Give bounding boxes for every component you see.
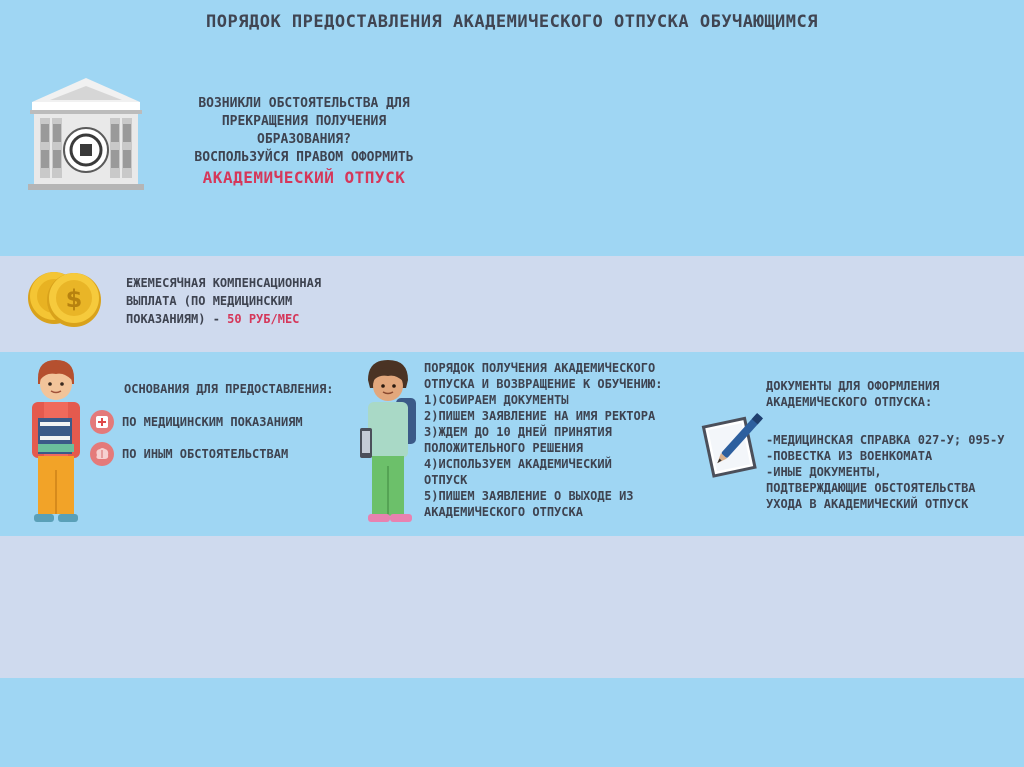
svg-text:$: $ bbox=[65, 285, 83, 313]
steps-line: 3)ЖДЕМ ДО 10 ДНЕЙ ПРИНЯТИЯ bbox=[424, 425, 612, 439]
docs-list-line: -ИНЫЕ ДОКУМЕНТЫ, bbox=[766, 465, 882, 479]
compensation-amount: 50 РУБ/МЕС bbox=[227, 312, 300, 326]
ground-medical-item bbox=[90, 409, 303, 435]
compensation-line bbox=[126, 310, 386, 328]
academic-leave-highlight: АКАДЕМИЧЕСКИЙ ОТПУСК bbox=[202, 168, 406, 187]
intro-line: ВОСПОЛЬЗУЙСЯ ПРАВОМ ОФОРМИТЬ bbox=[194, 150, 414, 165]
intro-text bbox=[164, 95, 444, 167]
steps-line: ПОРЯДОК ПОЛУЧЕНИЯ АКАДЕМИЧЕСКОГО bbox=[424, 361, 656, 375]
procedure-steps bbox=[424, 360, 714, 520]
bottom-band bbox=[0, 678, 1024, 767]
docs-list-line: ПОДТВЕРЖДАЮЩИЕ ОБСТОЯТЕЛЬСТВА bbox=[766, 481, 976, 495]
steps-line: АКАДЕМИЧЕСКОГО ОТПУСКА bbox=[424, 505, 583, 519]
intro-line: ПРЕКРАЩЕНИЯ ПОЛУЧЕНИЯ bbox=[221, 114, 387, 129]
steps-line: 5)ПИШЕМ ЗАЯВЛЕНИЕ О ВЫХОДЕ ИЗ bbox=[424, 489, 634, 503]
docs-title-line: АКАДЕМИЧЕСКОГО ОТПУСКА: bbox=[766, 395, 933, 409]
student-with-books-icon bbox=[24, 358, 88, 530]
documents-section bbox=[766, 378, 1024, 512]
intro-line: ВОЗНИКЛИ ОБСТОЯТЕЛЬСТВА ДЛЯ bbox=[198, 96, 410, 111]
docs-list-line: -МЕДИЦИНСКАЯ СПРАВКА 027-У; 095-У bbox=[766, 433, 1005, 447]
ground-medical-label: ПО МЕДИЦИНСКИМ ПОКАЗАНИЯМ bbox=[122, 415, 303, 429]
medical-icon bbox=[90, 410, 114, 434]
lower-band bbox=[0, 536, 1024, 678]
brain-icon bbox=[90, 442, 114, 466]
steps-line: 1)СОБИРАЕМ ДОКУМЕНТЫ bbox=[424, 393, 569, 407]
compensation-line: ЕЖЕМЕСЯЧНАЯ КОМПЕНСАЦИОННАЯ bbox=[126, 276, 322, 290]
university-building-icon bbox=[24, 76, 148, 194]
steps-line: ПОЛОЖИТЕЛЬНОГО РЕШЕНИЯ bbox=[424, 441, 583, 455]
notepad-pen-icon bbox=[700, 408, 764, 478]
gold-coins-icon bbox=[24, 266, 104, 332]
docs-list-line: УХОДА В АКАДЕМИЧЕСКИЙ ОТПУСК bbox=[766, 497, 969, 511]
page-title: ПОРЯДОК ПРЕДОСТАВЛЕНИЯ АКАДЕМИЧЕСКОГО ОТПУСКА ОБУЧАЮЩИМСЯ bbox=[206, 12, 818, 32]
steps-line: ОТПУСКА И ВОЗВРАЩЕНИЕ К ОБУЧЕНИЮ: bbox=[424, 377, 663, 391]
docs-list-line: -ПОВЕСТКА ИЗ ВОЕНКОМАТА bbox=[766, 449, 933, 463]
grounds-title: ОСНОВАНИЯ ДЛЯ ПРЕДОСТАВЛЕНИЯ: bbox=[124, 382, 334, 396]
intro-line: ОБРАЗОВАНИЯ? bbox=[257, 132, 351, 147]
ground-other-label: ПО ИНЫМ ОБСТОЯТЕЛЬСТВАМ bbox=[122, 447, 289, 461]
steps-line: ОТПУСК bbox=[424, 473, 468, 487]
student-with-backpack-icon bbox=[352, 358, 422, 530]
ground-other-item bbox=[90, 441, 288, 467]
steps-line: 2)ПИШЕМ ЗАЯВЛЕНИЕ НА ИМЯ РЕКТОРА bbox=[424, 409, 656, 423]
top-band bbox=[0, 0, 1024, 256]
docs-title-line: ДОКУМЕНТЫ ДЛЯ ОФОРМЛЕНИЯ bbox=[766, 379, 940, 393]
compensation-text bbox=[126, 274, 386, 328]
steps-line: 4)ИСПОЛЬЗУЕМ АКАДЕМИЧЕСКИЙ bbox=[424, 457, 612, 471]
compensation-last-line: ПОКАЗАНИЯМ) - bbox=[126, 312, 220, 326]
compensation-line: ВЫПЛАТА (ПО МЕДИЦИНСКИМ bbox=[126, 294, 293, 308]
